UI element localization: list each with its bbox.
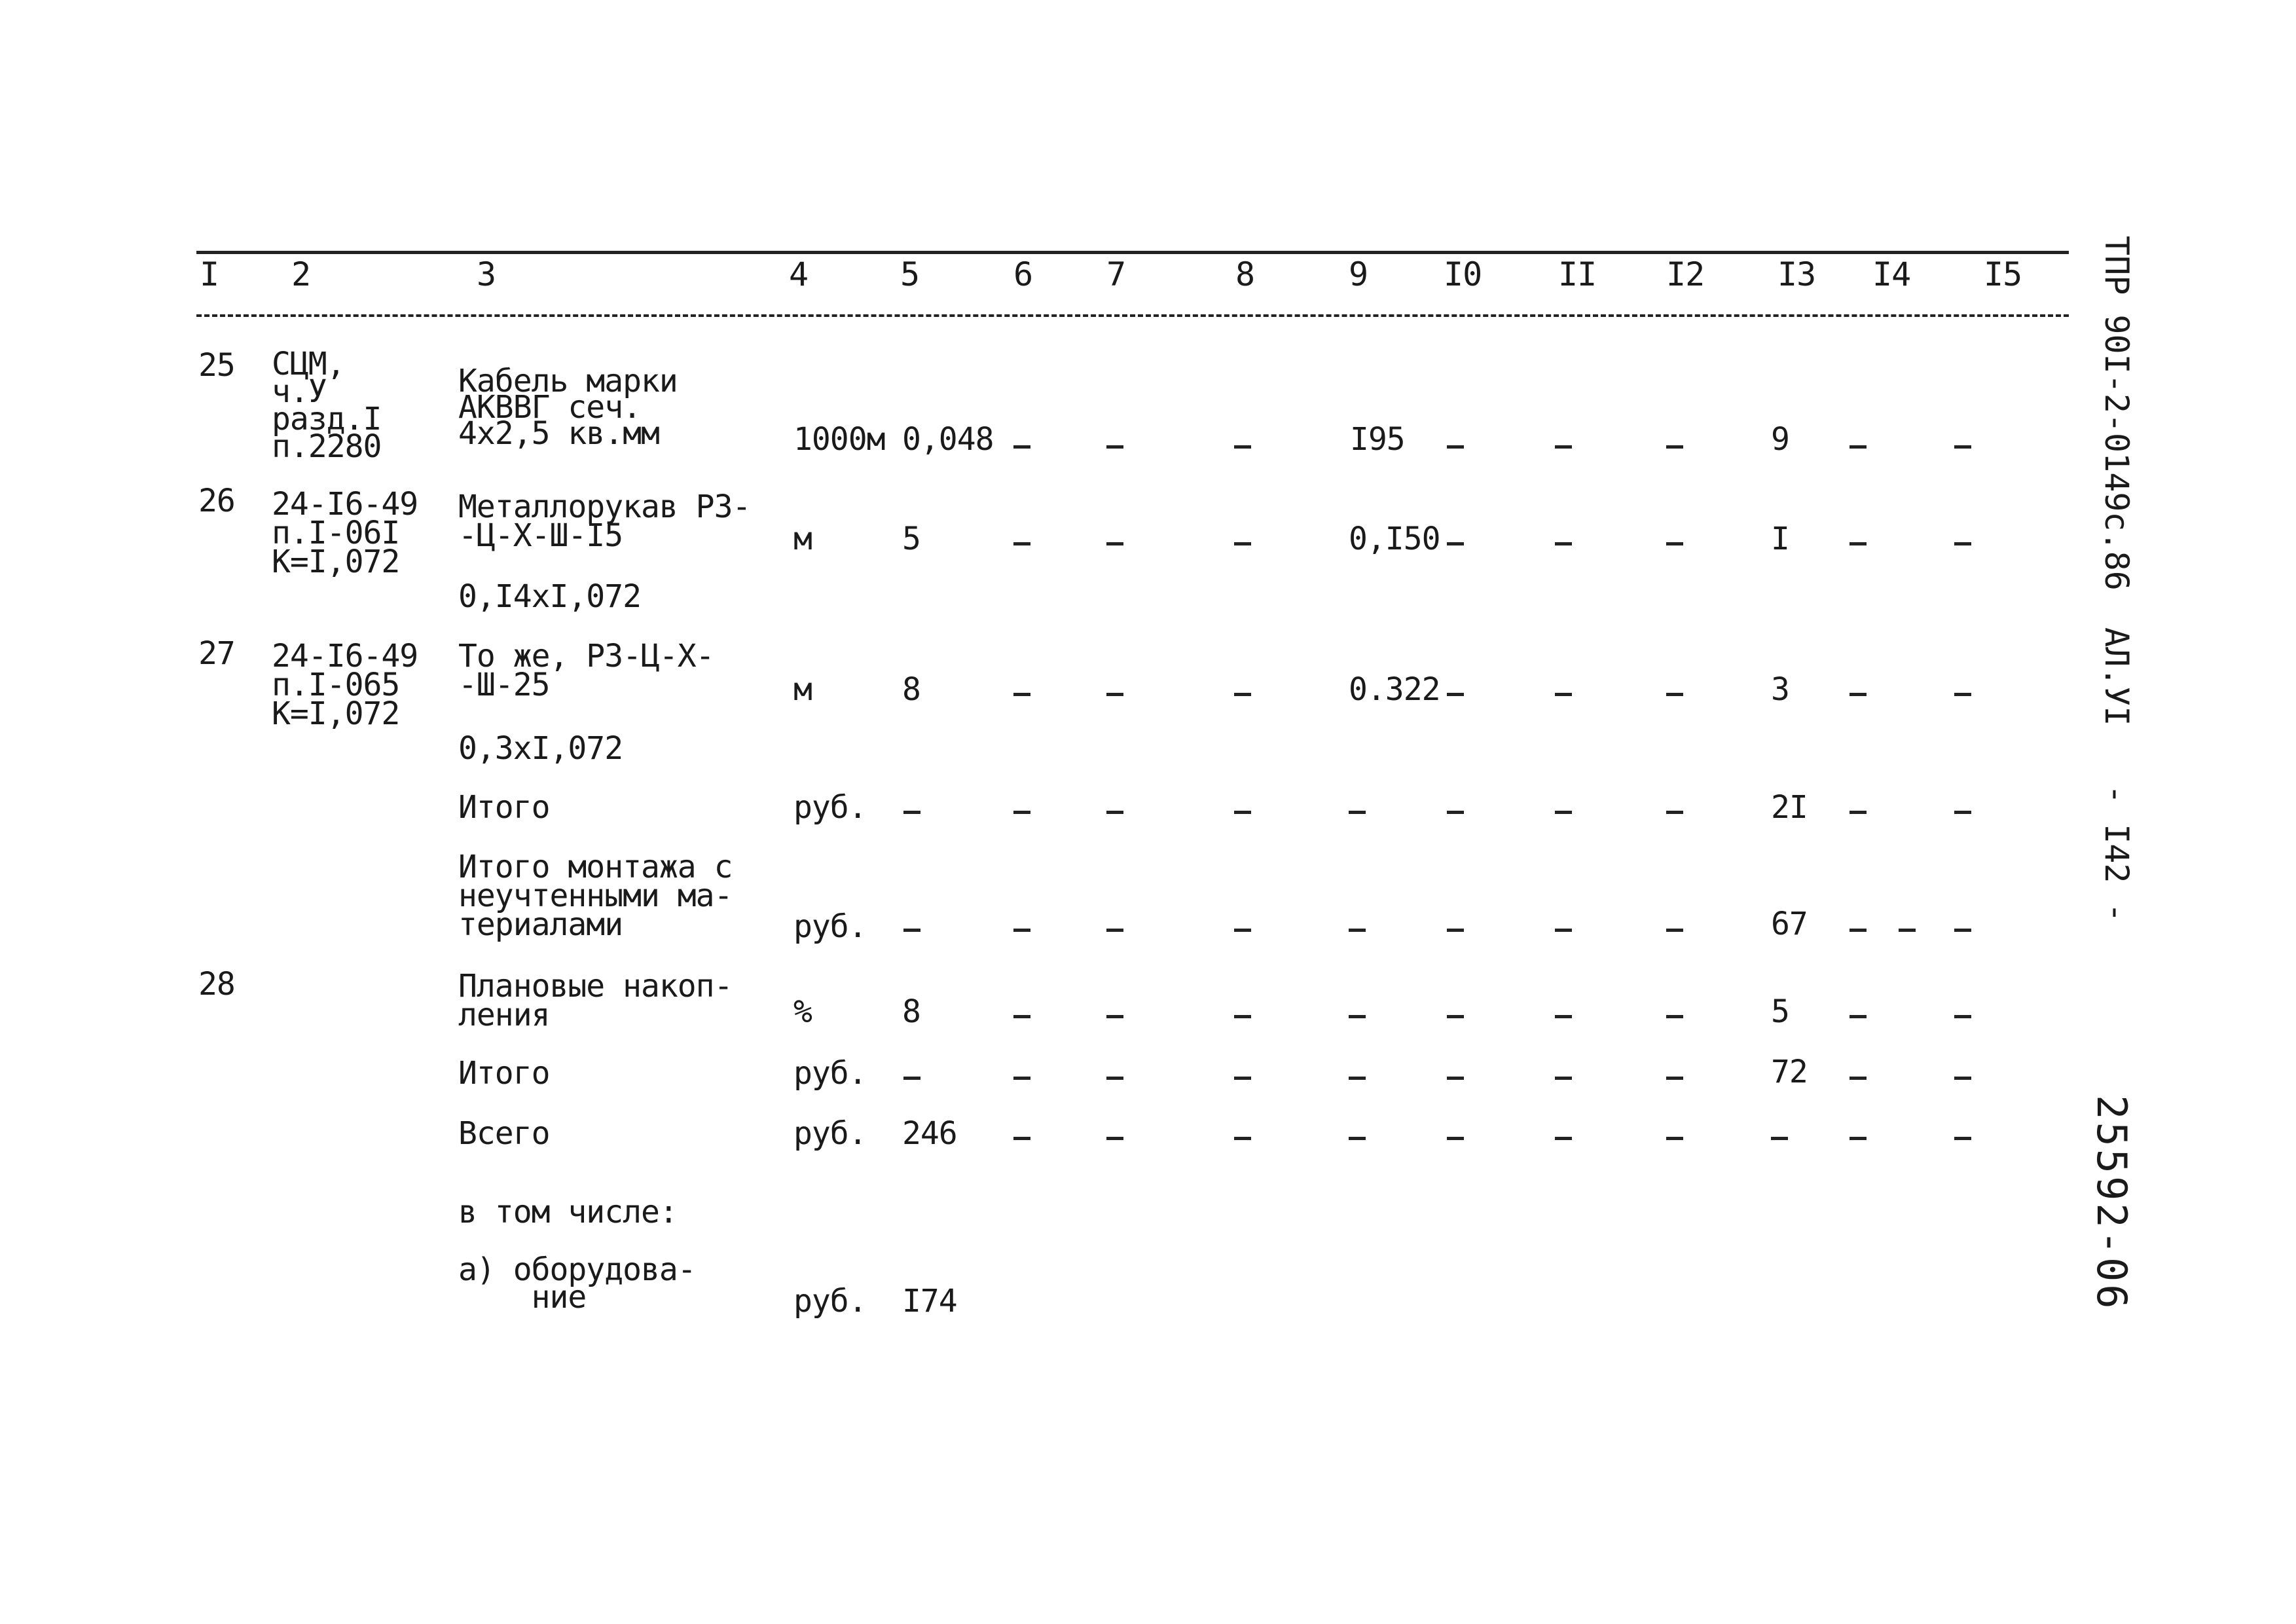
page-number: - I42 - <box>2098 784 2136 923</box>
empty-cell-dash <box>1666 1015 1683 1018</box>
col-header-7: 7 <box>1106 255 1126 293</box>
empty-cell-dash <box>1106 1015 1123 1018</box>
col-header-13: I3 <box>1777 255 1816 293</box>
total-label: Итого <box>458 1055 550 1092</box>
equipment-qty: I74 <box>902 1283 957 1320</box>
empty-cell-dash <box>1771 1137 1788 1140</box>
subtotal-label: Итого <box>458 789 550 826</box>
row-26-name: Металлорукав РЗ- -Ц-Х-Ш-I5 <box>458 489 751 554</box>
empty-cell-dash <box>1954 1077 1971 1080</box>
empty-cell-dash <box>1349 1015 1366 1018</box>
row-26-reference: 24-I6-49 п.I-06I К=I,072 <box>272 486 418 580</box>
subtotal-unit: руб. <box>793 789 867 826</box>
row-25-unit: 1000м <box>793 421 885 458</box>
col-header-10: I0 <box>1444 255 1482 293</box>
empty-cell-dash <box>1013 1077 1030 1080</box>
total-unit: руб. <box>793 1055 867 1092</box>
row-26-unit: м <box>793 521 812 557</box>
empty-cell-dash <box>903 929 920 932</box>
empty-cell-dash <box>1106 542 1123 545</box>
empty-cell-dash <box>1234 1015 1251 1018</box>
document-code: ТПР 90I-2-0149с.86 <box>2098 236 2136 591</box>
header-bottom-rule <box>196 314 2069 317</box>
empty-cell-dash <box>1106 811 1123 814</box>
row-27-formula: 0,3хI,072 <box>458 730 623 767</box>
col-header-14: I4 <box>1872 255 1911 293</box>
inventory-stamp: 25592-06 <box>2088 1095 2136 1312</box>
empty-cell-dash <box>1954 693 1971 696</box>
empty-cell-dash <box>1447 1077 1464 1080</box>
empty-cell-dash <box>1666 693 1683 696</box>
row-28-col13: 5 <box>1771 993 1789 1030</box>
installation-total-unit: руб. <box>793 908 867 945</box>
empty-cell-dash <box>1106 1137 1123 1140</box>
empty-cell-dash <box>1349 811 1366 814</box>
row-28-number: 28 <box>198 966 235 1003</box>
empty-cell-dash <box>1106 693 1123 696</box>
empty-cell-dash <box>1555 693 1572 696</box>
empty-cell-dash <box>1850 445 1867 449</box>
table-top-rule <box>196 251 2069 254</box>
grand-total-unit: руб. <box>793 1115 867 1152</box>
empty-cell-dash <box>1013 1137 1030 1140</box>
col-header-15: I5 <box>1984 255 2022 293</box>
empty-cell-dash <box>1954 1015 1971 1018</box>
empty-cell-dash <box>1555 1137 1572 1140</box>
row-26-col9: 0,I50 <box>1349 521 1440 557</box>
empty-cell-dash <box>1106 1077 1123 1080</box>
empty-cell-dash <box>1954 542 1971 545</box>
row-27-col13: 3 <box>1771 671 1789 708</box>
empty-cell-dash <box>1954 445 1971 449</box>
total-col13: 72 <box>1771 1054 1808 1090</box>
row-28-unit: % <box>793 993 812 1030</box>
equipment-unit: руб. <box>793 1283 867 1320</box>
row-27-name: То же, РЗ-Ц-Х- -Ш-25 <box>458 638 714 703</box>
grand-total-label: Всего <box>458 1115 550 1152</box>
empty-cell-dash <box>1013 445 1030 449</box>
empty-cell-dash <box>1954 929 1971 932</box>
col-header-12: I2 <box>1666 255 1705 293</box>
empty-cell-dash <box>903 1077 920 1080</box>
row-25-qty: 0,048 <box>902 421 994 458</box>
empty-cell-dash <box>903 811 920 814</box>
empty-cell-dash <box>1954 1137 1971 1140</box>
row-28-name: Плановые накоп- ления <box>458 968 733 1033</box>
empty-cell-dash <box>1013 811 1030 814</box>
empty-cell-dash <box>1234 1077 1251 1080</box>
album-sheet: АЛ.УI <box>2098 627 2136 726</box>
col-header-8: 8 <box>1235 255 1255 293</box>
empty-cell-dash <box>1555 811 1572 814</box>
row-27-col9: 0.322 <box>1349 671 1440 708</box>
row-27-qty: 8 <box>902 671 920 708</box>
row-26-qty: 5 <box>902 521 920 557</box>
empty-cell-dash <box>1234 445 1251 449</box>
empty-cell-dash <box>1349 1137 1366 1140</box>
empty-cell-dash <box>1555 445 1572 449</box>
empty-cell-dash <box>1013 693 1030 696</box>
empty-cell-dash <box>1850 542 1867 545</box>
row-27-unit: м <box>793 671 812 708</box>
empty-cell-dash <box>1234 811 1251 814</box>
empty-cell-dash <box>1555 1077 1572 1080</box>
col-header-11: II <box>1558 255 1597 293</box>
subtotal-col13: 2I <box>1771 789 1808 826</box>
empty-cell-dash <box>1447 542 1464 545</box>
empty-cell-dash <box>1666 542 1683 545</box>
empty-cell-dash <box>1349 1077 1366 1080</box>
empty-cell-dash <box>1850 1015 1867 1018</box>
col-header-9: 9 <box>1349 255 1368 293</box>
empty-cell-dash <box>1899 929 1916 932</box>
empty-cell-dash <box>1850 1077 1867 1080</box>
row-27-reference: 24-I6-49 п.I-065 К=I,072 <box>272 638 418 732</box>
installation-total-col13: 67 <box>1771 906 1808 942</box>
empty-cell-dash <box>1666 1077 1683 1080</box>
empty-cell-dash <box>1850 1137 1867 1140</box>
col-header-2: 2 <box>291 255 311 293</box>
empty-cell-dash <box>1666 445 1683 449</box>
including-label: в том числе: <box>458 1194 678 1230</box>
empty-cell-dash <box>1106 929 1123 932</box>
row-26-formula: 0,I4хI,072 <box>458 578 641 615</box>
empty-cell-dash <box>1349 929 1366 932</box>
row-26-col13: I <box>1771 521 1789 557</box>
col-header-5: 5 <box>900 255 920 293</box>
empty-cell-dash <box>1234 929 1251 932</box>
empty-cell-dash <box>1447 693 1464 696</box>
empty-cell-dash <box>1954 811 1971 814</box>
empty-cell-dash <box>1106 445 1123 449</box>
col-header-3: 3 <box>477 255 496 293</box>
empty-cell-dash <box>1234 693 1251 696</box>
row-25-name: Кабель марки АКВВГ сеч. 4х2,5 кв.мм <box>458 363 678 452</box>
empty-cell-dash <box>1850 811 1867 814</box>
empty-cell-dash <box>1013 929 1030 932</box>
row-25-col9: I95 <box>1350 421 1405 458</box>
col-header-1: I <box>200 255 219 293</box>
empty-cell-dash <box>1850 929 1867 932</box>
empty-cell-dash <box>1666 1137 1683 1140</box>
row-27-number: 27 <box>198 635 235 672</box>
empty-cell-dash <box>1555 929 1572 932</box>
col-header-6: 6 <box>1013 255 1033 293</box>
empty-cell-dash <box>1013 1015 1030 1018</box>
empty-cell-dash <box>1447 1137 1464 1140</box>
col-header-4: 4 <box>789 255 809 293</box>
empty-cell-dash <box>1555 542 1572 545</box>
empty-cell-dash <box>1555 1015 1572 1018</box>
row-25-number: 25 <box>198 347 235 384</box>
empty-cell-dash <box>1234 1137 1251 1140</box>
row-25-col13: 9 <box>1771 421 1789 458</box>
empty-cell-dash <box>1447 1015 1464 1018</box>
empty-cell-dash <box>1666 811 1683 814</box>
row-25-reference: СЦМ, ч.У разд.I п.2280 <box>272 346 382 465</box>
empty-cell-dash <box>1447 929 1464 932</box>
row-28-qty: 8 <box>902 993 920 1030</box>
row-26-number: 26 <box>198 483 235 519</box>
grand-total-qty: 246 <box>902 1115 957 1152</box>
empty-cell-dash <box>1447 445 1464 449</box>
equipment-label: а) оборудова- ние <box>458 1251 696 1316</box>
installation-total-label: Итого монтажа с неучтенными ма- териалами <box>458 849 733 943</box>
empty-cell-dash <box>1013 542 1030 545</box>
empty-cell-dash <box>1666 929 1683 932</box>
empty-cell-dash <box>1850 693 1867 696</box>
empty-cell-dash <box>1234 542 1251 545</box>
empty-cell-dash <box>1447 811 1464 814</box>
